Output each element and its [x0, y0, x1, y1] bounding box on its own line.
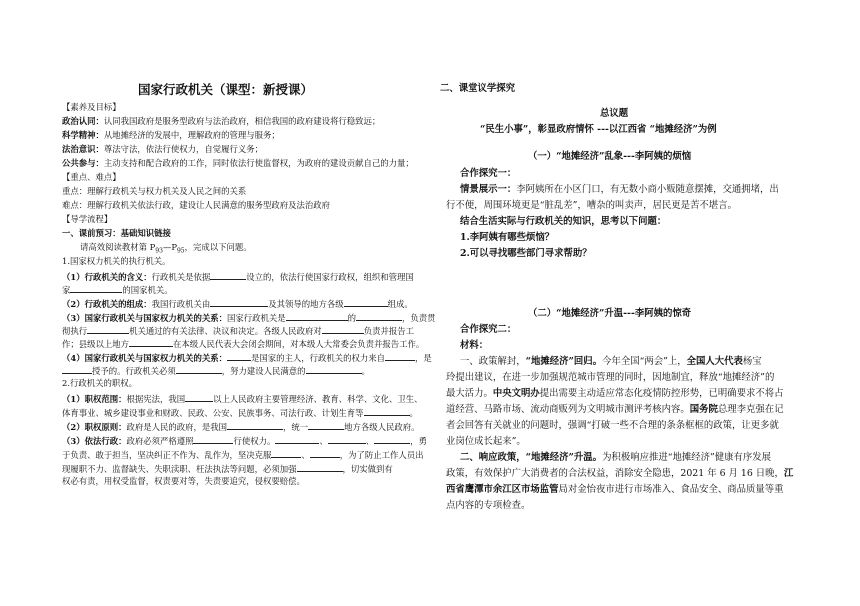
q1-4-line2: 授予的。行政机关必须 ，努力建设人民满意的 。	[62, 364, 370, 377]
q1-3-line2: 彻执行 机关通过的有关法律、决议和决定。各级人民政府对 负责并报告工	[62, 326, 414, 336]
q1-3-line1: （3）国家行政机关与国家权力机关的关系：国家行政机关是 的 ，负责贯	[62, 313, 436, 323]
q1-2-line: （2）行政机关的组成：我国行政机关由 及其领导的地方各级 组成。	[62, 299, 413, 309]
blank[interactable]	[227, 420, 283, 430]
q1-4-line1: （4）国家行政机关与国家权力机关的关系： 是国家的主人，行政机关的权力来自 ，是	[62, 353, 432, 363]
flow-header: 【导学流程】	[62, 214, 113, 224]
blank[interactable]	[227, 351, 251, 361]
material-p1-line5: 者会回答有关就业的问题时，强调“打破一些不合理的条条框框的政策，让更多就	[446, 420, 779, 431]
goal-science: 科学精神：从地摊经济的发展中，理解政府的管理与服务；	[62, 130, 280, 140]
blank[interactable]	[374, 434, 410, 444]
material-p1-line1: 一、政策解封，“地摊经济”回归。今年全国“两会”上，全国人大代表杨宝	[460, 356, 762, 367]
q1-1-line1: （1）行政机关的含义：行政机关是依据 设立的，依法行使国家行政权，组织和管理国	[62, 272, 414, 282]
material-p2-line4: 点内容的专项检查。	[446, 500, 531, 511]
blank[interactable]	[322, 324, 364, 334]
material-p2-line2: 政策，有效保护广大消费者的合法权益，消除安全隐患，2021 年 6 月 16 日晚，江	[446, 468, 794, 479]
scenario-line1: 情景展示一：李阿姨所在小区门口，有无数小商小贩随意摆摊，交通拥堵，出	[460, 184, 779, 195]
blank[interactable]	[176, 364, 222, 374]
q1-1-line2: 家 的国家机关。	[62, 285, 173, 295]
q1-title: 1.国家权力机关的执行机关。	[62, 256, 171, 266]
subtopic-2: （二）“地摊经济”升温---李阿姨的惊奇	[528, 308, 692, 319]
q2-1-line1: （1）职权范围：根据宪法，我国 以上人民政府主要管理经济、教育、科学、文化、卫生、	[62, 394, 423, 404]
preview-intro: 请高效阅读教材第 $P_{93}—P_{95}$，完成以下问题。	[80, 242, 252, 255]
material-p2-line1: 二、响应政策，“地摊经济”升温。为积极响应推进“地摊经济”健康有序发展	[460, 452, 772, 463]
topic-header: 总议题	[600, 108, 629, 119]
blank[interactable]	[306, 364, 362, 374]
blank[interactable]	[271, 448, 301, 458]
blank[interactable]	[193, 434, 233, 444]
blank[interactable]	[286, 311, 348, 321]
material-p1-line3: 最大活力。中央文明办提出需要主动适应常态化疫情防控形势，已明确要求不将占	[446, 388, 784, 399]
key-line: 重点：理解行政机关与权力机关及人民之间的关系	[62, 186, 247, 196]
material-p2-line3: 西省鹰潭市余江区市场监管局对金怡夜市进行市场准入、食品安全、商品质量等重	[446, 484, 784, 495]
question-2: 2.可以寻找哪些部门寻求帮助？	[460, 248, 592, 259]
keypoints-header: 【重点、难点】	[62, 172, 121, 182]
blank[interactable]	[129, 337, 173, 347]
preview-header: 一、课前预习：基础知识链接	[62, 228, 171, 238]
q2-2-line: （2）职权原则：政府是人民的政府，是我国 ，统一 地方各级人民政府。	[62, 422, 420, 432]
difficult-line: 难点：理解行政机关依法行政，建设让人民满意的服务型政府及法治政府	[62, 200, 330, 210]
coop-1: 合作探究一：	[460, 168, 517, 179]
page-title: 国家行政机关（课型：新授课）	[138, 82, 314, 97]
goal-political: 政治认同：认同我国政府是服务型政府与法治政府，相信我国的政府建设将行稳致远；	[62, 116, 381, 126]
goals-header: 【素养及目标】	[62, 102, 121, 112]
goal-participation: 公共参与：主动支持和配合政府的工作，同时依法行使监督权，为政府的建设贡献自己的力量；	[62, 158, 414, 168]
question-1: 1.李阿姨有哪些烦恼？	[460, 232, 555, 243]
blank[interactable]	[185, 392, 213, 402]
scenario-line2: 行不便，周围环境更是“脏乱差”，嘈杂的叫卖声，居民更是苦不堪言。	[446, 200, 737, 211]
coop-2: 合作探究二：	[460, 324, 517, 335]
blank[interactable]	[87, 324, 129, 334]
q1-3-line3: 作；县级以上地方 在本级人民代表大会闭会期间，对本级人大常委会负责并报告工作。	[62, 339, 425, 349]
blank[interactable]	[344, 297, 388, 307]
q2-3-line4: 权必有责，用权受监督，权责要对等，失责要追究，侵权要赔偿。	[62, 476, 305, 486]
section-header: 二、课堂议学探究	[440, 83, 516, 94]
blank[interactable]	[210, 297, 268, 307]
blank[interactable]	[364, 406, 410, 416]
q2-title: 2.行政机关的职权。	[62, 378, 137, 388]
material-p1-line6: 业岗位成长起来”。	[446, 436, 526, 447]
material-p1-line2: 玲提出建议，在进一步加强规范城市管理的同时，因地制宜，释放“地摊经济”的	[446, 372, 775, 383]
q2-3-line1: （3）依法行政：政府必须严格遵照 行使权力。 、 、 ，勇	[62, 436, 427, 446]
q2-3-line2: 于负责、敢于担当，坚决纠正不作为、乱作为，坚决克服 、 ，为了防止工作人员出	[62, 450, 424, 460]
goal-law: 法治意识：尊法守法，依法行使权力，自觉履行义务；	[62, 144, 263, 154]
blank[interactable]	[275, 434, 319, 444]
material-label: 材料：	[460, 340, 489, 351]
blank[interactable]	[356, 311, 402, 321]
blank[interactable]	[210, 270, 246, 280]
subtopic-1: （一）“地摊经济”乱象---李阿姨的烦恼	[528, 151, 692, 162]
blank[interactable]	[70, 283, 122, 293]
blank[interactable]	[62, 364, 92, 374]
blank[interactable]	[385, 351, 415, 361]
blank[interactable]	[308, 420, 344, 430]
blank[interactable]	[297, 462, 343, 472]
material-p1-line4: 道经营、马路市场、流动商贩列为文明城市测评考核内容。国务院总理李克强在记	[446, 404, 784, 415]
think-prompt: 结合生活实际与行政机关的知识，思考以下问题：	[460, 216, 667, 227]
blank[interactable]	[328, 434, 366, 444]
blank[interactable]	[310, 448, 340, 458]
q2-3-line3: 现履职不力、监督缺失、失职渎职、枉法执法等问题，必须加强 ，切实做到有	[62, 464, 393, 474]
q2-1-line2: 体育事业、城乡建设事业和财政、民政、公安、民族事务、司法行政、计划生育等 。	[62, 408, 418, 418]
topic-title: “民生小事”，彰显政府情怀 ---以江西省 “地摊经济”为例	[480, 124, 717, 135]
